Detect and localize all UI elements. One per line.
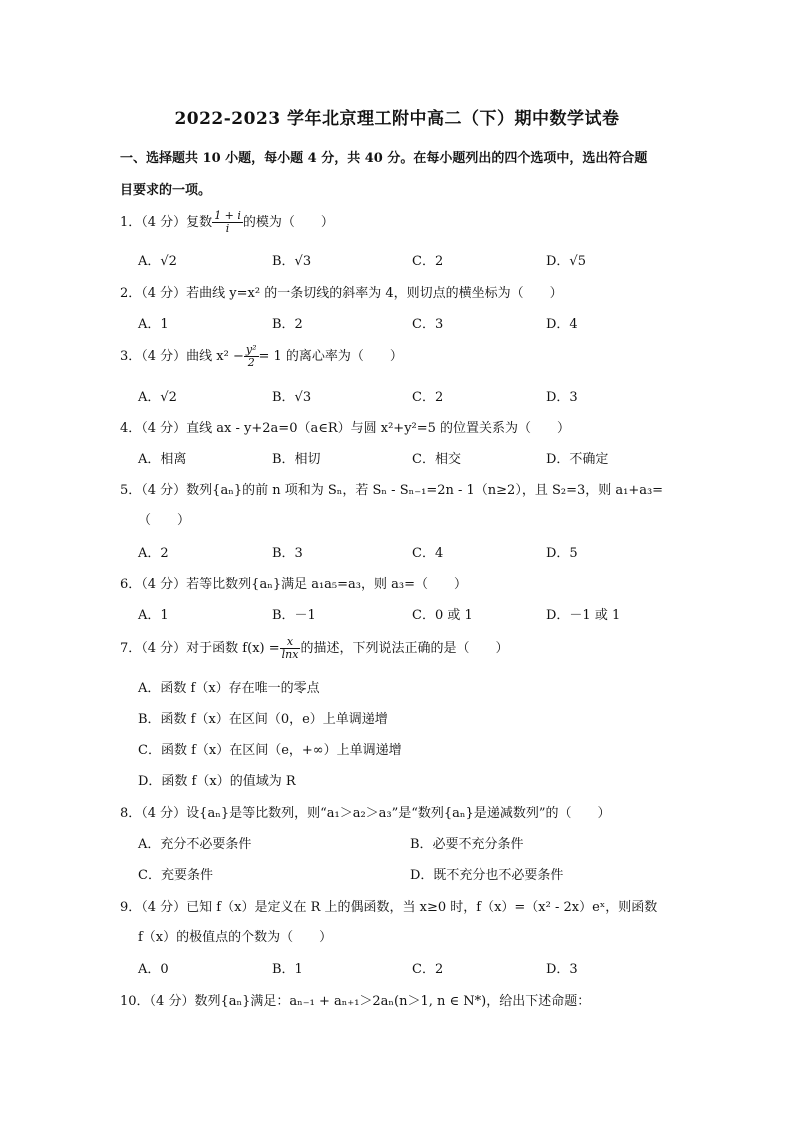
question-2-option-b[interactable]: B．2 bbox=[272, 317, 303, 332]
question-6: 6．（4 分）若等比数列{aₙ}满足 a₁a₅=a₃，则 a₃=（ ） bbox=[120, 577, 467, 592]
question-7-option-c[interactable]: C．函数 f（x）在区间（e，+∞）上单调递增 bbox=[138, 743, 402, 758]
question-4-option-a[interactable]: A．相离 bbox=[138, 452, 187, 467]
question-1-option-c[interactable]: C．2 bbox=[412, 254, 444, 269]
question-5-option-a[interactable]: A．2 bbox=[138, 546, 169, 561]
question-3-fraction bbox=[244, 344, 259, 369]
question-4-options bbox=[138, 448, 678, 466]
question-5-line1: 5．（4 分）数列{aₙ}的前 n 项和为 Sₙ，若 Sₙ - Sₙ₋₁=2n - 1（n≥2），且 S₂=3，则 a₁+a₃= bbox=[120, 483, 664, 498]
question-1-option-b[interactable]: B．√3 bbox=[272, 254, 312, 269]
question-3-fraction-num: y² bbox=[245, 343, 257, 356]
question-5-line2: （ ） bbox=[138, 513, 191, 528]
question-8-option-a[interactable]: A．充分不必要条件 bbox=[138, 837, 252, 852]
question-1 bbox=[120, 210, 680, 235]
question-1-options bbox=[138, 250, 678, 268]
question-1-option-a[interactable]: A．√2 bbox=[138, 254, 177, 269]
question-8-option-b[interactable]: B．必要不充分条件 bbox=[410, 837, 524, 852]
question-7-prefix: 7．（4 分）对于函数 f(x) = bbox=[120, 641, 280, 656]
question-6-option-c[interactable]: C．0 或 1 bbox=[412, 608, 473, 623]
question-8-options-row1 bbox=[138, 833, 678, 851]
question-7 bbox=[120, 636, 680, 661]
question-1-fraction-num: 1 + i bbox=[214, 209, 241, 222]
question-4-option-c[interactable]: C．相交 bbox=[412, 452, 461, 467]
question-3-option-c[interactable]: C．2 bbox=[412, 390, 444, 405]
question-2-option-d[interactable]: D．4 bbox=[546, 317, 578, 332]
question-5-option-c[interactable]: C．4 bbox=[412, 546, 444, 561]
page-title: 2022-2023 学年北京理工附中高二（下）期中数学试卷 bbox=[174, 109, 620, 129]
question-4-option-d[interactable]: D．不确定 bbox=[546, 452, 609, 467]
question-8-options-row2 bbox=[138, 864, 678, 882]
question-7-suffix: 的描述，下列说法正确的是（ ） bbox=[300, 641, 509, 656]
question-3-suffix: = 1 的离心率为（ ） bbox=[258, 349, 403, 364]
question-8-option-c[interactable]: C．充要条件 bbox=[138, 868, 213, 883]
section-instructions-line1: 一、选择题共 10 小题，每小题 4 分，共 40 分。在每小题列出的四个选项中，选出符合题 bbox=[120, 151, 648, 166]
question-3-prefix: 3．（4 分）曲线 x² − bbox=[120, 349, 244, 364]
question-2-option-a[interactable]: A．1 bbox=[138, 317, 169, 332]
question-3-options bbox=[138, 386, 678, 404]
question-7-fraction-num: x bbox=[280, 636, 301, 649]
question-9-line2: f（x）的极值点的个数为（ ） bbox=[138, 930, 333, 945]
question-9-option-d[interactable]: D．3 bbox=[546, 962, 578, 977]
question-6-option-d[interactable]: D．－1 或 1 bbox=[546, 608, 621, 623]
question-7-option-a[interactable]: A．函数 f（x）存在唯一的零点 bbox=[138, 681, 320, 696]
question-8: 8．（4 分）设{aₙ}是等比数列，则“a₁＞a₂＞a₃”是“数列{aₙ}是递减数列”的（ ） bbox=[120, 806, 611, 821]
question-1-suffix: 的模为（ ） bbox=[242, 215, 334, 230]
question-5-options bbox=[138, 542, 678, 560]
question-9-line1: 9．（4 分）已知 f（x）是定义在 R 上的偶函数，当 x≥0 时，f（x）=（x² - 2x）eˣ，则函数 bbox=[120, 900, 658, 915]
question-6-option-a[interactable]: A．1 bbox=[138, 608, 169, 623]
section-instructions-line2: 目要求的一项。 bbox=[120, 183, 212, 198]
question-1-fraction bbox=[212, 210, 243, 235]
question-9-options bbox=[138, 958, 678, 976]
question-1-prefix: 1．（4 分）复数 bbox=[120, 215, 213, 230]
question-2: 2．（4 分）若曲线 y=x² 的一条切线的斜率为 4，则切点的横坐标为（ ） bbox=[120, 286, 563, 301]
question-7-fraction bbox=[280, 636, 301, 661]
question-10: 10．（4 分）数列{aₙ}满足：aₙ₋₁ + aₙ₊₁＞2aₙ(n＞1, n ∈ N*)，给出下述命题： bbox=[120, 994, 591, 1009]
question-1-fraction-den: i bbox=[225, 222, 230, 235]
question-3-fraction-den: 2 bbox=[247, 356, 255, 369]
question-8-option-d[interactable]: D．既不充分也不必要条件 bbox=[410, 868, 564, 883]
question-3 bbox=[120, 344, 680, 369]
question-4-option-b[interactable]: B．相切 bbox=[272, 452, 321, 467]
question-6-options bbox=[138, 604, 678, 622]
question-1-option-d[interactable]: D．√5 bbox=[546, 254, 586, 269]
question-7-fraction-den: lnx bbox=[281, 648, 299, 661]
question-6-option-b[interactable]: B．－1 bbox=[272, 608, 316, 623]
question-5-option-b[interactable]: B．3 bbox=[272, 546, 303, 561]
question-5-option-d[interactable]: D．5 bbox=[546, 546, 578, 561]
question-7-option-b[interactable]: B．函数 f（x）在区间（0，e）上单调递增 bbox=[138, 712, 388, 727]
question-4: 4．（4 分）直线 ax - y+2a=0（a∈R）与圆 x²+y²=5 的位置关系为（ ） bbox=[120, 421, 571, 436]
question-9-option-a[interactable]: A．0 bbox=[138, 962, 169, 977]
question-7-option-d[interactable]: D．函数 f（x）的值域为 R bbox=[138, 774, 296, 789]
question-2-options bbox=[138, 313, 678, 331]
question-9-option-c[interactable]: C．2 bbox=[412, 962, 444, 977]
question-3-option-a[interactable]: A．√2 bbox=[138, 390, 177, 405]
question-3-option-d[interactable]: D．3 bbox=[546, 390, 578, 405]
question-9-option-b[interactable]: B．1 bbox=[272, 962, 303, 977]
question-2-option-c[interactable]: C．3 bbox=[412, 317, 444, 332]
question-3-option-b[interactable]: B．√3 bbox=[272, 390, 312, 405]
